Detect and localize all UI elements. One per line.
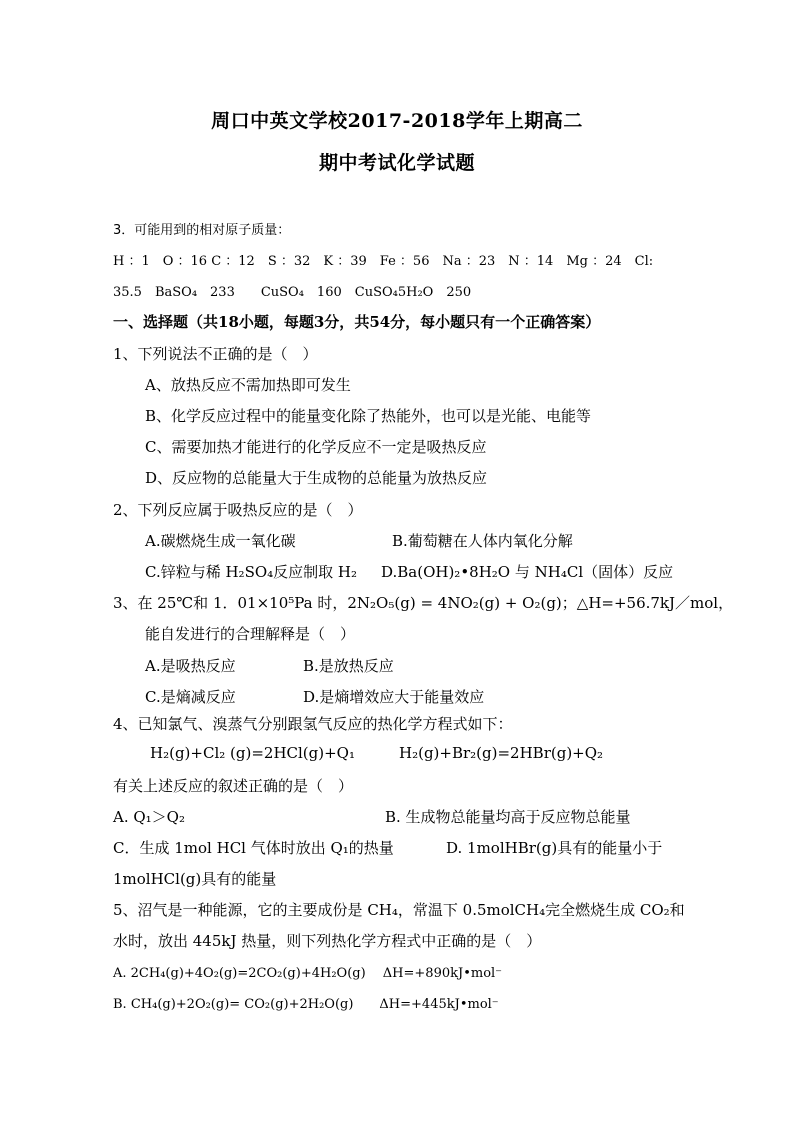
question-1-option-d: D、反应物的总能量大于生成物的总能量为放热反应 xyxy=(145,469,488,487)
exam-subtitle: 期中考试化学试题 xyxy=(318,152,475,174)
question-1-stem: 1、下列说法不正确的是（ ） xyxy=(113,345,318,363)
section-heading-choice: 一、选择题（共18小题，每题3分，共54分，每小题只有一个正确答案） xyxy=(113,313,601,331)
question-4-option-c: C．生成 1mol HCl 气体时放出 Q₁的热量 xyxy=(113,839,394,857)
question-3-option-d: D.是熵增效应大于能量效应 xyxy=(303,688,485,706)
question-4-option-a: A. Q₁＞Q₂ xyxy=(113,808,185,826)
question-2-option-d: D.Ba(OH)₂•8H₂O 与 NH₄Cl（固体）反应 xyxy=(381,563,674,581)
question-4-equation-1: H₂(g)+Cl₂ (g)=2HCl(g)+Q₁ xyxy=(150,744,355,762)
question-1-option-a: A、放热反应不需加热即可发生 xyxy=(145,376,351,394)
question-3-stem-continued: 能自发进行的合理解释是（ ） xyxy=(145,625,356,643)
question-2-option-b: B.葡萄糖在人体内氧化分解 xyxy=(392,532,573,550)
question-1-option-c: C、需要加热才能进行的化学反应不一定是吸热反应 xyxy=(145,438,487,456)
question-4-equation-2: H₂(g)+Br₂(g)=2HBr(g)+Q₂ xyxy=(399,744,604,762)
question-3-option-b: B.是放热反应 xyxy=(303,657,394,675)
question-5-option-a: A. 2CH₄(g)+4O₂(g)=2CO₂(g)+4H₂O(g) ΔH=+890kJ•mol⁻ xyxy=(113,966,503,981)
question-3-option-c: C.是熵减反应 xyxy=(145,688,236,706)
exam-title: 周口中英文学校2017-2018学年上期高二 xyxy=(211,110,583,132)
question-4-option-d-continued: 1molHCl(g)具有的能量 xyxy=(113,870,277,888)
question-5-stem-continued: 水时，放出 445kJ 热量，则下列热化学方程式中正确的是（ ） xyxy=(113,932,542,950)
question-4-stem: 4、已知氯气、溴蒸气分别跟氢气反应的热化学方程式如下： xyxy=(113,715,513,733)
atomic-mass-note: 3．可能用到的相对原子质量： xyxy=(113,223,291,238)
question-3-stem: 3、在 25℃和 1．01×10⁵Pa 时，2N₂O₅(g) = 4NO₂(g) + O₂(g)；△H=+56.7kJ／mol， xyxy=(113,594,734,612)
atomic-masses-line-1: H ：1 O ：16 C ：12 S ：32 K ：39 Fe ：56 Na ：23 N ：14 Mg ：24 Cl: xyxy=(113,254,654,269)
question-4-stem-continued: 有关上述反应的叙述正确的是（ ） xyxy=(113,777,354,795)
question-2-option-c: C.锌粒与稀 H₂SO₄反应制取 H₂ xyxy=(145,563,358,581)
question-4-option-d: D. 1molHBr(g)具有的能量小于 xyxy=(446,839,663,857)
question-5-option-b: B. CH₄(g)+2O₂(g)= CO₂(g)+2H₂O(g) ΔH=+445kJ•mol⁻ xyxy=(113,997,499,1012)
question-2-stem: 2、下列反应属于吸热反应的是（ ） xyxy=(113,501,363,519)
question-4-option-b: B. 生成物总能量均高于反应物总能量 xyxy=(385,808,631,826)
question-5-stem: 5、沼气是一种能源，它的主要成份是 CH₄，常温下 0.5molCH₄完全燃烧生成 CO₂和 xyxy=(113,901,685,919)
question-2-option-a: A.碳燃烧生成一氧化碳 xyxy=(145,532,296,550)
question-3-option-a: A.是吸热反应 xyxy=(145,657,236,675)
atomic-masses-line-2: 35.5 BaSO₄ 233 CuSO₄ 160 CuSO₄5H₂O 250 xyxy=(113,285,472,300)
question-1-option-b: B、化学反应过程中的能量变化除了热能外，也可以是光能、电能等 xyxy=(145,407,592,425)
